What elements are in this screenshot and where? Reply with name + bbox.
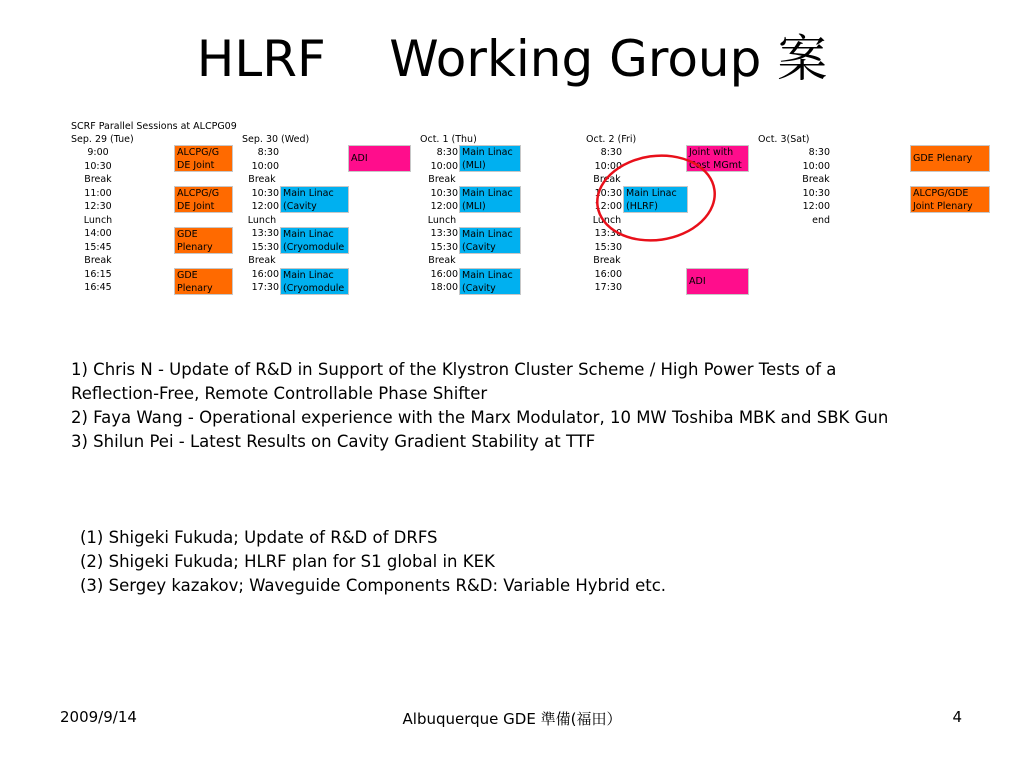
time-label: 8:30 <box>257 147 279 158</box>
time-label: 9:00 <box>87 147 109 158</box>
session-main-linac-mli: Main Linac (MLI) <box>459 145 521 172</box>
time-label: 10:00 <box>802 160 830 172</box>
talk-item-continuation: Reflection-Free, Remote Controllable Phase Shifter <box>71 384 488 403</box>
time-label: 11:00 <box>84 187 112 199</box>
time-label: 13:30 <box>251 228 279 239</box>
time-label: Break <box>84 255 112 266</box>
time-label: 12:00 <box>594 201 622 212</box>
time-label: Lunch <box>247 214 277 226</box>
talk-item: 1) Chris N - Update of R&D in Support of the Klystron Cluster Scheme / High Power Tests of a <box>71 360 837 379</box>
day-header-fri: Oct. 2 (Fri) <box>586 134 637 145</box>
time-label: 17:30 <box>594 282 622 293</box>
session-joint-with-cost-mgmt: Joint with Cost MGmt <box>686 145 749 172</box>
time-label: 10:30 <box>251 187 279 199</box>
footer-center-text: Albuquerque GDE 準備(福田） <box>402 710 622 728</box>
time-label: 16:15 <box>84 268 112 280</box>
time-label: Break <box>248 174 276 185</box>
time-label: 10:30 <box>594 187 622 199</box>
time-label: 10:30 <box>84 160 112 172</box>
time-label: 10:30 <box>802 187 830 199</box>
session-alcpg-gde-joint: ALCPG/G DE Joint <box>174 145 233 172</box>
time-label: Lunch <box>83 214 113 226</box>
session-main-linac-cryomodule: Main Linac (Cryomodule <box>280 268 349 295</box>
time-label: 8:30 <box>600 147 622 158</box>
time-label: Break <box>428 255 456 266</box>
time-label: 8:30 <box>808 147 830 158</box>
session-main-linac-cryomodule: Main Linac (Cryomodule <box>280 227 349 254</box>
time-label: 15:30 <box>251 241 279 253</box>
time-label: 16:45 <box>84 282 112 293</box>
time-label: Break <box>428 174 456 185</box>
time-label: 10:30 <box>430 187 458 199</box>
time-label: 15:45 <box>84 241 112 253</box>
session-main-linac-hlrf: Main Linac (HLRF) <box>623 186 688 213</box>
time-label: 16:00 <box>251 268 279 280</box>
session-alcpg-gde-joint: ALCPG/G DE Joint <box>174 186 233 213</box>
time-label: Break <box>593 255 621 266</box>
day-header-sat: Oct. 3(Sat) <box>758 134 810 145</box>
time-label: 15:30 <box>430 241 458 253</box>
time-label: 13:30 <box>430 228 458 239</box>
session-main-linac-cavity: Main Linac (Cavity <box>280 186 349 213</box>
talk-item: (2) Shigeki Fukuda; HLRF plan for S1 global in KEK <box>80 552 495 571</box>
time-label: 10:00 <box>251 160 279 172</box>
time-label: Break <box>593 174 621 185</box>
time-label: 16:00 <box>594 268 622 280</box>
time-label: 12:00 <box>430 201 458 212</box>
session-schedule-table <box>0 0 1024 300</box>
session-main-linac-cavity: Main Linac (Cavity <box>459 227 521 254</box>
session-gde-plenary: GDE Plenary <box>174 268 233 295</box>
schedule-heading: SCRF Parallel Sessions at ALCPG09 <box>71 121 237 132</box>
time-label: Break <box>802 174 830 185</box>
time-label: end <box>812 214 830 226</box>
time-label: 10:00 <box>594 160 622 172</box>
footer-date: 2009/9/14 <box>60 708 137 726</box>
day-header-tue: Sep. 29 (Tue) <box>71 134 134 145</box>
time-label: Lunch <box>592 214 622 226</box>
day-header-wed: Sep. 30 (Wed) <box>242 134 310 145</box>
session-main-linac-cavity: Main Linac (Cavity <box>459 268 521 295</box>
time-label: 12:00 <box>251 201 279 212</box>
time-label: 10:00 <box>430 160 458 172</box>
talk-item: 2) Faya Wang - Operational experience with the Marx Modulator, 10 MW Toshiba MBK and SBK Gun <box>71 408 889 427</box>
time-label: 12:30 <box>84 201 112 212</box>
time-label: Lunch <box>427 214 457 226</box>
slide-title: HLRF Working Group 案 <box>196 30 828 88</box>
time-label: 16:00 <box>430 268 458 280</box>
time-label: Break <box>84 174 112 185</box>
page-number: 4 <box>952 708 962 726</box>
talk-item: (1) Shigeki Fukuda; Update of R&D of DRFS <box>80 528 438 547</box>
talk-item: (3) Sergey kazakov; Waveguide Components R&D: Variable Hybrid etc. <box>80 576 667 595</box>
time-label: 17:30 <box>251 282 279 293</box>
time-label: 14:00 <box>84 228 112 239</box>
time-label: Break <box>248 255 276 266</box>
session-adi: ADI <box>686 268 749 295</box>
session-adi: ADI <box>348 145 411 172</box>
time-label: 18:00 <box>430 282 458 293</box>
time-label: 15:30 <box>594 241 622 253</box>
time-label: 8:30 <box>436 147 458 158</box>
session-main-linac-mli: Main Linac (MLI) <box>459 186 521 213</box>
day-header-thu: Oct. 1 (Thu) <box>420 134 477 145</box>
talk-item: 3) Shilun Pei - Latest Results on Cavity Gradient Stability at TTF <box>71 432 596 451</box>
session-gde-plenary: GDE Plenary <box>174 227 233 254</box>
session-alcpg-gde-joint-plenary: ALCPG/GDE Joint Plenary <box>910 186 990 213</box>
time-label: 12:00 <box>802 201 830 212</box>
time-label: 13:30 <box>594 228 622 239</box>
session-gde-plenary: GDE Plenary <box>910 145 990 172</box>
